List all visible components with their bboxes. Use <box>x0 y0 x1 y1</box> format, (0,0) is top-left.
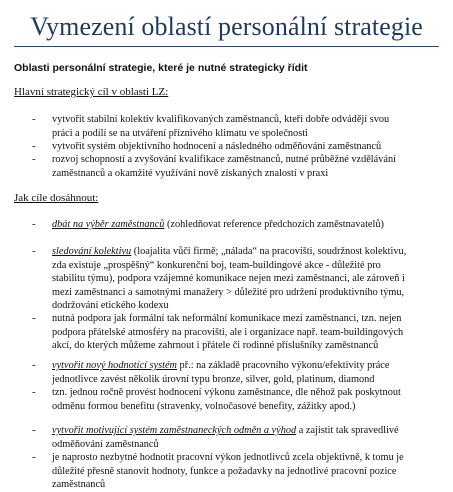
bullet-marker: - <box>32 245 36 257</box>
item-line: odměňování zaměstnanců <box>52 438 159 450</box>
section-heading: Oblasti personální strategie, které je nutné strategicky řídit <box>14 62 308 74</box>
item-line: odměnu formou benefitu (stravenky, volnočasové benefity, zážitky apod.) <box>52 400 356 412</box>
bullet-marker: - <box>32 359 36 371</box>
main-goal-label: Hlavní strategický cíl v oblasti LZ: <box>14 86 169 98</box>
list-item <box>52 218 440 232</box>
bullet-marker: - <box>32 424 36 436</box>
bullet-marker: - <box>32 153 36 165</box>
item-line: dodržování etického kodexu <box>52 300 169 311</box>
bullet-marker: - <box>32 113 36 125</box>
emphasis: vytvořit motivující systém zaměstnaneckých odměn a výhod <box>52 425 297 436</box>
bullet-marker: - <box>32 218 36 230</box>
item-text: a zajistit tak spravedlivé <box>296 425 399 436</box>
item-text: př.: na základě pracovního výkonu/efektivity práce <box>176 360 390 371</box>
list-item <box>52 424 440 451</box>
item-line: rozvoj schopností a zvyšování kvalifikace zaměstnanců, nutné průběžné vzdělávání <box>52 154 396 165</box>
list-item <box>52 359 440 386</box>
bullet-marker: - <box>32 312 36 324</box>
item-text: (zohledňovat reference předchozích zaměstnavatelů) <box>164 219 384 230</box>
item-line <box>52 424 440 438</box>
bullet-marker: - <box>32 451 36 463</box>
item-line: stabilitu týmu), podpora vzájemné komunikace nejen mezi zaměstnanci, ale zároveň i <box>52 273 405 284</box>
item-line: nutná podpora jak formální tak neformální komunikace mezi zaměstnanci, tzn. nejen <box>52 313 402 324</box>
item-line: akcí, do kterých můžeme zahrnout i přátele či rodinné příslušníky zaměstnanců <box>52 340 379 351</box>
how-to-label: Jak cíle dosáhnout: <box>14 192 99 204</box>
item-line: je naprosto nezbytné hodnotit pracovní výkon jednotlivců zcela objektivně, k tomu je <box>52 452 404 463</box>
list-item <box>52 153 440 180</box>
page-title: Vymezení oblastí personální strategie <box>30 12 423 41</box>
item-line: důležité přesně stanovit hodnoty, funkce a požadavky na jednotlivé pracovní pozice <box>52 465 397 477</box>
emphasis: dbát na výběr zaměstnanců <box>52 219 165 230</box>
item-line: práci a podílí se na utváření příznivého klimatu ve společnosti <box>52 127 308 139</box>
item-line: vytvořit stabilní kolektiv kvalifikovaných zaměstnanců, kteří dobře odvádějí svou <box>52 114 390 125</box>
title-underline <box>14 46 439 47</box>
list-item <box>52 451 440 492</box>
item-line: jednotlivce zavést několik úrovní typu bronze, silver, gold, platinum, diamond <box>52 373 375 385</box>
item-line: tzn. jednou ročně provést hodnocení výkonu zaměstnance, dle něhož pak poskytnout <box>52 387 401 398</box>
item-line: zaměstnanců a okamžité využívání nově získaných znalostí v praxi <box>52 167 329 179</box>
emphasis: vytvořit nový hodnotící systém <box>52 360 177 371</box>
item-line: mezi zaměstnanci a samotnými manažery > důležité pro udržení produktivního týmu, <box>52 286 405 298</box>
item-line: podpora přátelské atmosféry na pracovišti, ale i organizace např. team-buildingových <box>52 326 404 338</box>
bullet-marker: - <box>32 386 36 398</box>
list-item <box>52 140 440 154</box>
list-item <box>52 312 440 353</box>
bullet-marker: - <box>32 140 36 152</box>
item-text: (loajalita vůči firmě; „nálada“ na pracovišti, soudržnost kolektivu, <box>131 246 407 257</box>
item-line <box>52 218 440 232</box>
emphasis: sledování kolektivu <box>52 246 132 257</box>
list-item <box>52 245 440 313</box>
item-line <box>52 359 440 373</box>
item-line: zaměstnanců <box>52 479 106 490</box>
list-item <box>52 386 440 413</box>
item-line: zda existuje „prospěšný“ konkurenční boj, team-buildingové akce - důležité pro <box>52 259 381 271</box>
item-line: vytvořit systém objektivního hodnocení a následného odměňování zaměstnanců <box>52 141 382 152</box>
list-item <box>52 113 440 140</box>
item-line <box>52 245 440 259</box>
